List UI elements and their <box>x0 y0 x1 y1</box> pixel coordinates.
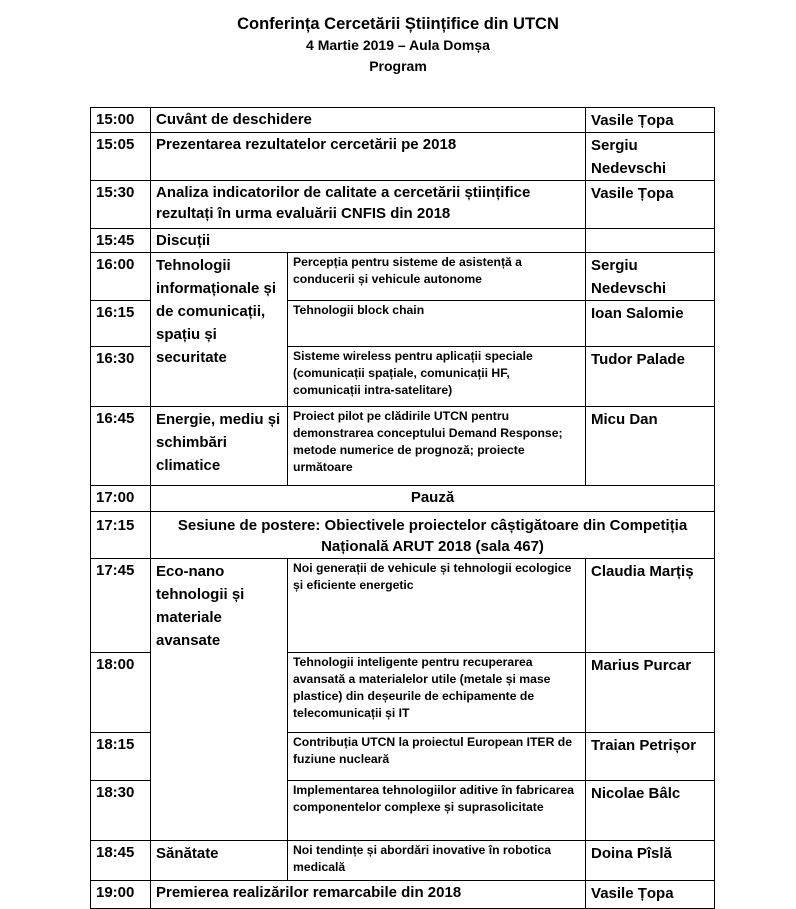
subtopic-cell: Noi generații de vehicule și tehnologii ecologice și eficiente energetic <box>288 559 586 653</box>
speaker-cell: Marius Purcar <box>586 652 715 732</box>
table-row <box>91 512 715 559</box>
subtopic-cell: Sisteme wireless pentru aplicații speciale (comunicații spațiale, comunicații HF, comunicații intra-satelitare) <box>288 347 586 407</box>
speaker-cell: Vasile Țopa <box>586 108 715 133</box>
topic-cell-energy: Energie, mediu și schimbări climatice <box>151 407 288 486</box>
subtopic-cell: Tehnologii block chain <box>288 301 586 347</box>
subtopic-cell: Tehnologii inteligente pentru recuperarea avansată a materialelor utile (metale și mase plastice) din deșeurile de echipamente de telecomunicații și IT <box>288 652 586 732</box>
topic-cell-eco-cont <box>151 780 288 840</box>
table-row <box>91 133 715 181</box>
table-row <box>91 181 715 229</box>
time-cell: 17:00 <box>91 486 151 512</box>
topic-cell-eco: Eco-nano tehnologii și materiale avansate <box>151 559 288 653</box>
time-cell: 17:45 <box>91 559 151 653</box>
speaker-cell <box>586 229 715 253</box>
speaker-cell: Vasile Țopa <box>586 880 715 908</box>
speaker-cell: Vasile Țopa <box>586 181 715 229</box>
table-row <box>91 108 715 133</box>
table-row <box>91 732 715 780</box>
time-cell: 16:45 <box>91 407 151 486</box>
table-row <box>91 407 715 486</box>
subtopic-cell: Noi tendințe și abordări inovative în robotica medicală <box>288 840 586 880</box>
table-row <box>91 559 715 653</box>
subtopic-cell: Implementarea tehnologiilor aditive în fabricarea componentelor complexe și suprasolicitate <box>288 780 586 840</box>
speaker-cell: Sergiu Nedevschi <box>586 133 715 181</box>
poster-session-cell: Sesiune de postere: Obiectivele proiectelor câștigătoare din Competiția Națională ARUT 2018 (sala 467) <box>151 512 715 559</box>
topic-cell-eco-cont <box>151 732 288 780</box>
time-cell: 16:15 <box>91 301 151 347</box>
time-cell: 16:00 <box>91 253 151 301</box>
table-row <box>91 229 715 253</box>
speaker-cell: Micu Dan <box>586 407 715 486</box>
table-row <box>91 880 715 908</box>
speaker-cell: Traian Petrișor <box>586 732 715 780</box>
subtopic-cell: Contribuția UTCN la proiectul European ITER de fuziune nucleară <box>288 732 586 780</box>
program-subtitle: Program <box>369 58 427 74</box>
title-cell: Cuvânt de deschidere <box>151 108 586 133</box>
table-row <box>91 486 715 512</box>
subtopic-cell: Percepția pentru sisteme de asistență a conducerii și vehicule autonome <box>288 253 586 301</box>
page-header <box>0 14 796 77</box>
page-title: Conferința Cercetării Științifice din UTCN <box>237 15 559 33</box>
time-cell: 15:45 <box>91 229 151 253</box>
table-row <box>91 780 715 840</box>
table-row <box>91 840 715 880</box>
topic-cell-eco-cont <box>151 652 288 732</box>
topic-cell-it: Tehnologii informaționale și de comunicații, spațiu și securitate <box>151 253 288 407</box>
table-row <box>91 253 715 301</box>
title-cell: Premierea realizărilor remarcabile din 2018 <box>151 880 586 908</box>
time-cell: 15:05 <box>91 133 151 181</box>
topic-cell-health: Sănătate <box>151 840 288 880</box>
program-table <box>90 107 715 909</box>
speaker-cell: Sergiu Nedevschi <box>586 253 715 301</box>
speaker-cell: Tudor Palade <box>586 347 715 407</box>
time-cell: 16:30 <box>91 347 151 407</box>
title-cell: Discuții <box>151 229 586 253</box>
time-cell: 15:30 <box>91 181 151 229</box>
speaker-cell: Ioan Salomie <box>586 301 715 347</box>
speaker-cell: Doina Pîslă <box>586 840 715 880</box>
date-place: 4 Martie 2019 – Aula Domșa <box>306 37 490 53</box>
time-cell: 18:30 <box>91 780 151 840</box>
table-row <box>91 652 715 732</box>
time-cell: 17:15 <box>91 512 151 559</box>
time-cell: 18:45 <box>91 840 151 880</box>
time-cell: 19:00 <box>91 880 151 908</box>
subtopic-cell: Proiect pilot pe clădirile UTCN pentru demonstrarea conceptului Demand Response; metode numerice de prognoză; proiecte următoare <box>288 407 586 486</box>
break-cell: Pauză <box>151 486 715 512</box>
title-cell: Analiza indicatorilor de calitate a cercetării științifice rezultați în urma evaluării CNFIS din 2018 <box>151 181 586 229</box>
time-cell: 18:15 <box>91 732 151 780</box>
time-cell: 18:00 <box>91 652 151 732</box>
title-cell: Prezentarea rezultatelor cercetării pe 2018 <box>151 133 586 181</box>
speaker-cell: Nicolae Bâlc <box>586 780 715 840</box>
speaker-cell: Claudia Marțiș <box>586 559 715 653</box>
time-cell: 15:00 <box>91 108 151 133</box>
